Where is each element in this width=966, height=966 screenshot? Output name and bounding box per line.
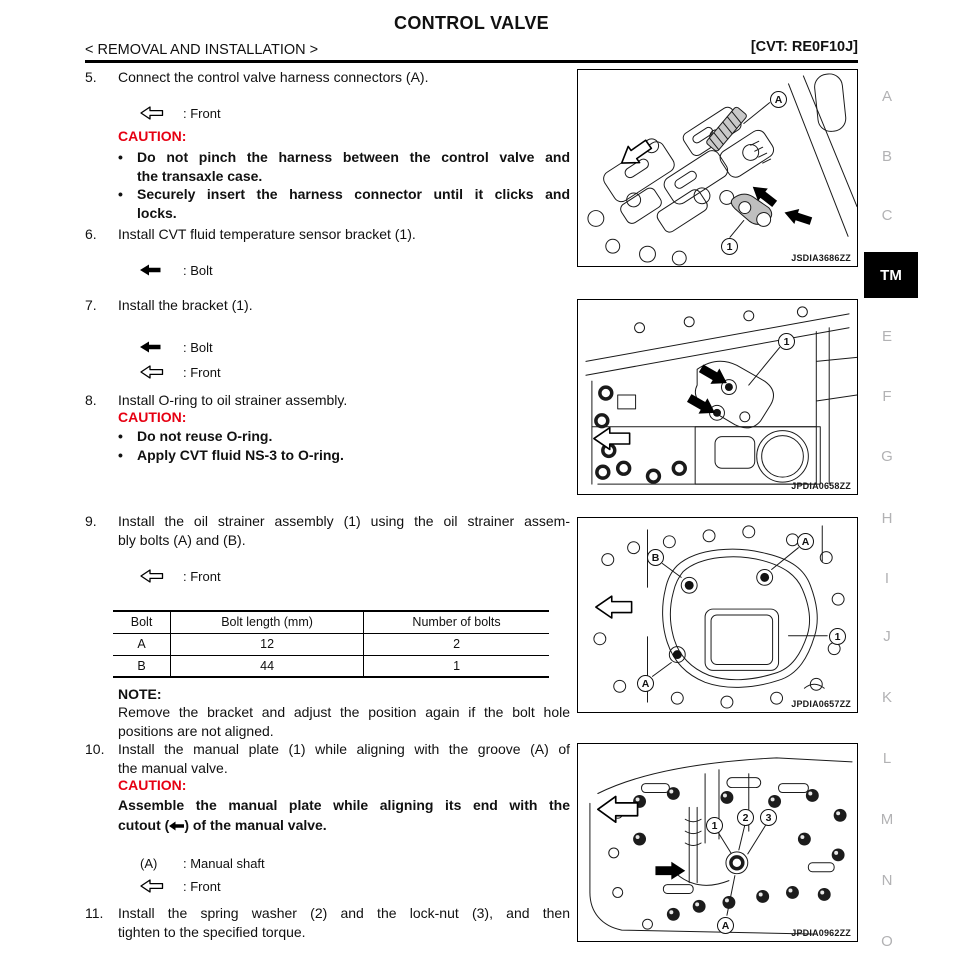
step-text: Install O-ring to oil strainer assembly. [118, 392, 348, 408]
caution-line: Assemble the manual plate while aligning its end with the [118, 797, 570, 813]
bolt-spec-table [113, 610, 549, 678]
section-tab-i[interactable]: I [884, 570, 890, 587]
caution-line: locks. [137, 204, 177, 221]
step-8 [85, 391, 570, 410]
figure-callout-1: 1 [706, 817, 723, 834]
step-number: 9. [85, 513, 97, 529]
step-text [118, 740, 570, 777]
step-text [118, 512, 570, 549]
figure-callout-1: 1 [721, 238, 738, 255]
figure-code: JPDIA0658ZZ [791, 481, 851, 491]
figure-code: JPDIA0657ZZ [791, 699, 851, 709]
section-tab-c[interactable]: C [881, 207, 893, 224]
legend-label: : Bolt [183, 262, 213, 278]
bullet-glyph: • [118, 446, 123, 463]
caution-line-suffix: ) of the manual valve. [184, 817, 327, 833]
caution-line: Do not reuse O-ring. [137, 428, 273, 444]
step-text [118, 904, 570, 941]
step-6 [85, 225, 570, 244]
figure-callout-A: A [637, 675, 654, 692]
step-11 [85, 904, 570, 941]
step-line: bly bolts (A) and (B). [118, 531, 246, 548]
oil-strainer-illustration [578, 518, 857, 712]
step-5 [85, 68, 570, 87]
bullet-glyph: • [118, 428, 123, 444]
step-number: 10. [85, 741, 105, 757]
figure-callout-1: 1 [829, 628, 846, 645]
figure-code: JSDIA3686ZZ [791, 253, 851, 263]
table-header-row [113, 611, 549, 633]
step-line: Install the spring washer (2) and the lock-nut (3), and then [118, 905, 570, 921]
front-arrow-icon [140, 569, 183, 583]
section-tab-g[interactable]: G [881, 448, 893, 465]
legend-manual-shaft [140, 855, 265, 871]
caution-text [118, 795, 570, 836]
bullet-glyph: • [118, 186, 123, 202]
front-arrow-icon [140, 879, 183, 893]
section-tab-f[interactable]: F [882, 388, 892, 405]
legend-front [140, 878, 221, 894]
legend-bolt [140, 339, 213, 355]
figure-callout-A: A [717, 917, 734, 934]
section-tab-k[interactable]: K [881, 689, 892, 706]
table-cell: A [137, 637, 146, 651]
legend-label: : Front [183, 878, 221, 894]
table-cell: 1 [453, 658, 461, 673]
step-10 [85, 740, 570, 777]
caution-line [118, 815, 570, 836]
legend-label: : Front [183, 105, 221, 121]
step-text: Install the bracket (1). [118, 297, 253, 313]
bullet-glyph: • [118, 149, 123, 165]
table-cell: 12 [171, 633, 364, 655]
section-breadcrumb: < REMOVAL AND INSTALLATION > [85, 42, 319, 58]
caution-line: the transaxle case. [137, 167, 263, 184]
table-cell: 2 [453, 637, 461, 651]
note-label: NOTE: [118, 686, 162, 702]
manual-plate-illustration [578, 744, 857, 941]
caution-item [118, 185, 570, 222]
section-tab-j[interactable]: J [883, 628, 891, 645]
step-text: Connect the control valve harness connectors (A). [118, 69, 429, 85]
figure-callout-2: 2 [737, 809, 754, 826]
figure-code: JPDIA0962ZZ [791, 928, 851, 938]
note-line: positions are not aligned. [118, 722, 274, 739]
legend-front [140, 105, 221, 121]
bolt-arrow-icon [140, 341, 183, 353]
front-arrow-icon [140, 365, 183, 379]
section-tab-tm-active[interactable]: TM [864, 252, 918, 298]
caution-item [118, 427, 570, 446]
model-variant-label: [CVT: RE0F10J] [750, 39, 858, 55]
legend-front [140, 364, 221, 380]
table-row [113, 655, 549, 677]
caution-item [118, 148, 570, 185]
caution-list [118, 427, 570, 464]
step-line: the manual valve. [118, 759, 228, 776]
legend-front [140, 568, 221, 584]
table-cell: B [137, 658, 146, 673]
legend-label: : Front [183, 568, 221, 584]
step-number: 5. [85, 69, 97, 85]
step-number: 6. [85, 226, 97, 242]
legend-label: : Front [183, 364, 221, 380]
caution-label: CAUTION: [118, 409, 187, 425]
bolt-arrow-icon [140, 264, 183, 276]
column-header: Number of bolts [412, 615, 501, 630]
bracket-illustration [578, 300, 857, 494]
figure-manual-plate [577, 743, 858, 942]
section-tab-o[interactable]: O [881, 933, 893, 950]
step-line: Install the manual plate (1) while aligning with the groove (A) of [118, 741, 570, 757]
figure-control-valve-harness [577, 69, 858, 267]
legend-label: : Manual shaft [183, 855, 265, 871]
control-valve-illustration [578, 70, 857, 266]
step-9 [85, 512, 570, 549]
caution-label: CAUTION: [118, 777, 187, 793]
callout-term: (A) [140, 855, 158, 871]
figure-callout-1: 1 [778, 333, 795, 350]
figure-bracket-install [577, 299, 858, 495]
section-tab-n[interactable]: N [881, 872, 893, 889]
figure-callout-3: 3 [760, 809, 777, 826]
section-tab-b[interactable]: B [881, 148, 892, 165]
legend-bolt [140, 262, 213, 278]
figure-callout-A: A [770, 91, 787, 108]
step-line: Install the oil strainer assembly (1) using the oil strainer assem- [118, 513, 570, 529]
table-cell: 44 [171, 655, 364, 677]
caution-line-prefix: cutout ( [118, 817, 170, 833]
step-line: tighten to the specified torque. [118, 923, 306, 940]
column-header: Bolt [130, 615, 153, 630]
figure-callout-A: A [797, 533, 814, 550]
caution-item [118, 446, 570, 465]
cutout-arrow-icon [169, 816, 184, 836]
page-title: CONTROL VALVE [394, 13, 549, 33]
table-row [113, 633, 549, 655]
step-text: Install CVT fluid temperature sensor bracket (1). [118, 226, 416, 242]
step-number: 8. [85, 392, 97, 408]
step-7 [85, 296, 570, 315]
note-text [118, 703, 570, 740]
caution-label: CAUTION: [118, 128, 187, 144]
section-tab-l[interactable]: L [882, 750, 892, 767]
caution-line: Do not pinch the harness between the control valve and [137, 149, 570, 165]
caution-line: Apply CVT fluid NS-3 to O-ring. [137, 446, 344, 463]
front-arrow-icon [140, 106, 183, 120]
section-tab-h[interactable]: H [881, 510, 893, 527]
step-number: 7. [85, 297, 97, 313]
step-number: 11. [85, 905, 104, 921]
section-tab-a[interactable]: A [881, 88, 892, 105]
caution-line: Securely insert the harness connector until it clicks and [137, 186, 570, 202]
figure-callout-B: B [647, 549, 664, 566]
section-tab-m[interactable]: M [880, 811, 894, 828]
header-divider [85, 60, 858, 63]
section-tab-e[interactable]: E [881, 328, 892, 345]
note-line: Remove the bracket and adjust the position again if the bolt hole [118, 704, 570, 720]
figure-oil-strainer [577, 517, 858, 713]
caution-list [118, 148, 570, 222]
column-header: Bolt length (mm) [171, 611, 364, 633]
legend-label: : Bolt [183, 339, 213, 355]
